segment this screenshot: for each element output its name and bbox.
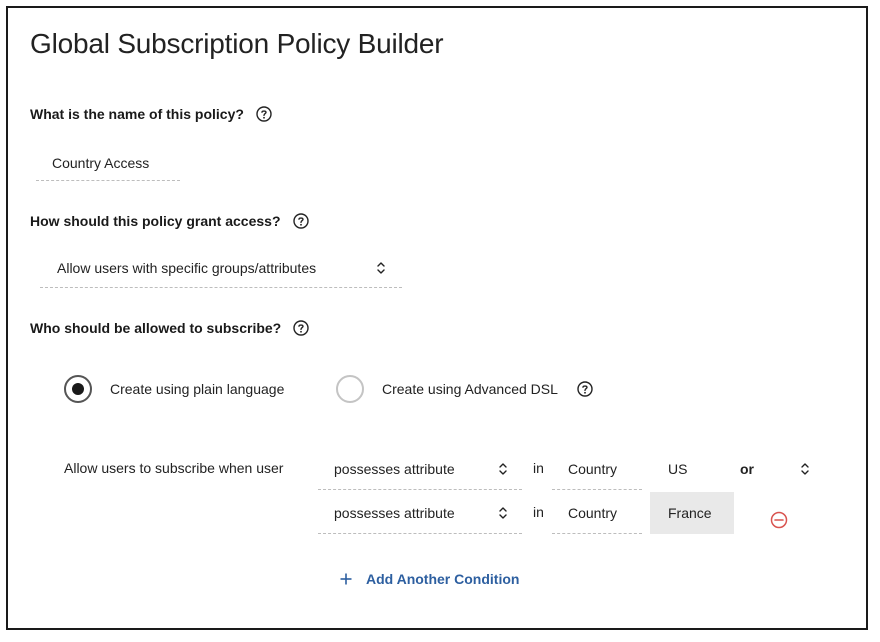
- who-subscribe-question-label: Who should be allowed to subscribe?: [30, 320, 282, 336]
- policy-name-input[interactable]: [36, 145, 180, 181]
- policy-name-question: [30, 106, 272, 122]
- condition-value-input[interactable]: [650, 448, 734, 490]
- add-condition-label: Add Another Condition: [366, 571, 520, 587]
- condition-in-label: in: [533, 460, 544, 476]
- condition-operator-select[interactable]: [318, 448, 522, 490]
- condition-operator-select[interactable]: [318, 492, 522, 534]
- radio-plain-language-label: Create using plain language: [110, 381, 285, 397]
- grant-access-question-label: How should this policy grant access?: [30, 213, 281, 229]
- radio-advanced-dsl[interactable]: [336, 375, 593, 403]
- help-icon[interactable]: [293, 320, 309, 336]
- add-condition-link[interactable]: [340, 571, 519, 587]
- condition-attribute-value: Country: [568, 460, 618, 477]
- condition-value-input[interactable]: [650, 492, 734, 534]
- policy-name-question-label: What is the name of this policy?: [30, 106, 244, 122]
- condition-attribute-input[interactable]: [552, 448, 642, 490]
- condition-conjunction-select[interactable]: [730, 448, 816, 490]
- help-icon[interactable]: [256, 106, 272, 122]
- updown-chevron-icon: [498, 506, 508, 520]
- condition-conjunction-value: or: [740, 461, 754, 477]
- condition-in-label: in: [533, 504, 544, 520]
- condition-operator-value: possesses attribute: [334, 460, 455, 477]
- condition-operator-value: possesses attribute: [334, 504, 455, 521]
- radio-selected-dot: [72, 383, 84, 395]
- grant-access-question: [30, 213, 309, 229]
- help-icon[interactable]: [293, 213, 309, 229]
- radio-button-unselected[interactable]: [336, 375, 364, 403]
- help-icon[interactable]: [577, 381, 593, 397]
- grant-access-select-value: Allow users with specific groups/attributes: [57, 259, 317, 276]
- page-title: Global Subscription Policy Builder: [30, 28, 444, 59]
- plus-icon: [340, 573, 352, 585]
- radio-plain-language[interactable]: [64, 375, 284, 403]
- policy-builder-panel: [6, 6, 868, 630]
- condition-attribute-input[interactable]: [552, 492, 642, 534]
- updown-chevron-icon: [800, 462, 810, 476]
- updown-chevron-icon: [376, 261, 386, 275]
- updown-chevron-icon: [498, 462, 508, 476]
- radio-button-selected[interactable]: [64, 375, 92, 403]
- condition-value-text: US: [668, 461, 688, 477]
- condition-value-text: France: [668, 505, 712, 521]
- grant-access-select[interactable]: [40, 248, 402, 288]
- radio-advanced-dsl-label: Create using Advanced DSL: [382, 381, 558, 397]
- condition-attribute-value: Country: [568, 504, 618, 521]
- minus-circle-icon[interactable]: [770, 511, 788, 529]
- who-subscribe-question: [30, 320, 309, 336]
- conditions-intro: Allow users to subscribe when user: [64, 460, 284, 476]
